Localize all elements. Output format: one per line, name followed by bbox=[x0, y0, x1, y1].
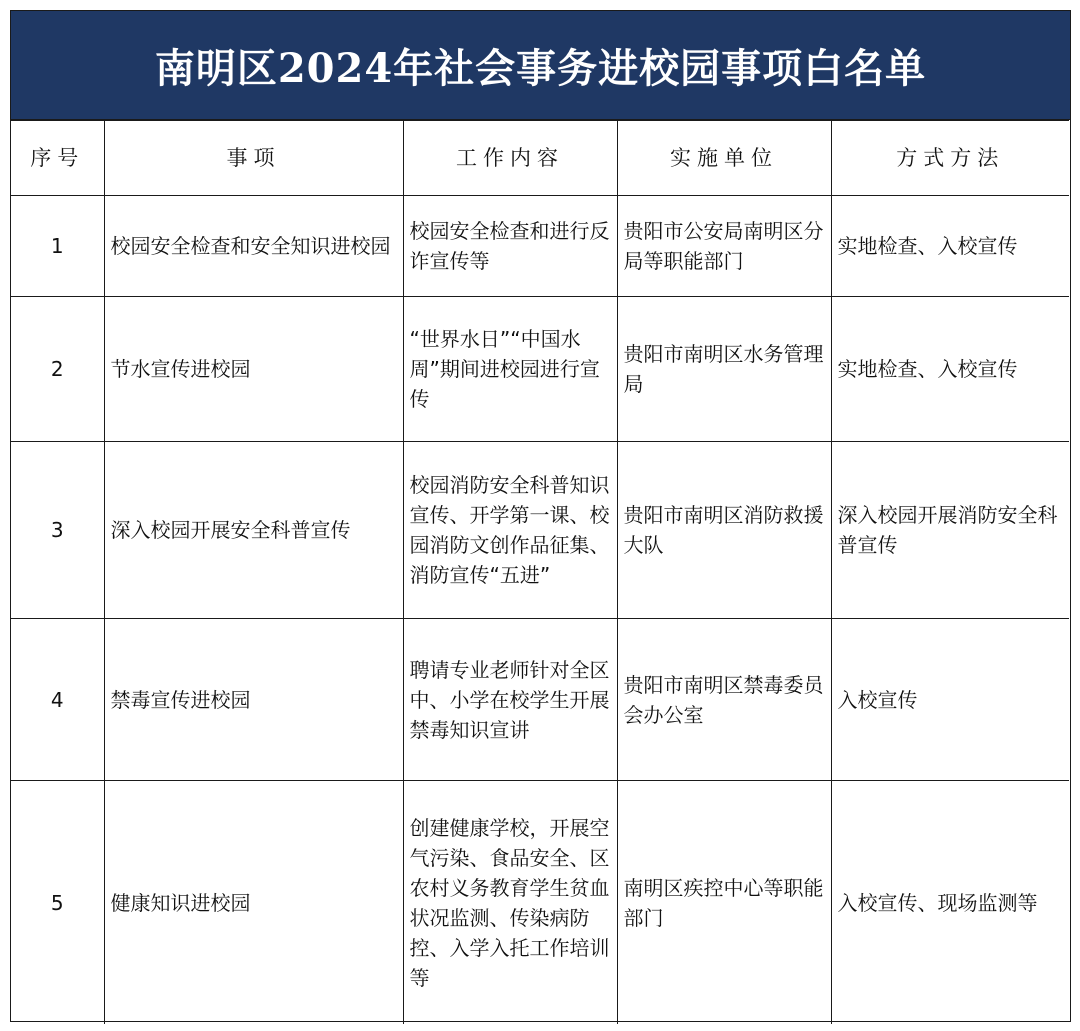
row-number: 5 bbox=[11, 781, 104, 1025]
header-row bbox=[11, 121, 1069, 196]
header-method: 方式方法 bbox=[831, 121, 1069, 196]
content-cell: 创建健康学校，开展空气污染、食品安全、区农村义务教育学生贫血状况监测、传染病防控、入学入托工作培训等 bbox=[403, 781, 617, 1025]
content-cell: 校园消防安全科普知识宣传、开学第一课、校园消防文创作品征集、消防宣传“五进” bbox=[403, 442, 617, 619]
method-cell: 入校宣传 bbox=[831, 619, 1069, 781]
whitelist-sheet bbox=[10, 10, 1071, 1022]
content-cell: “世界水日”“中国水周”期间进校园进行宣传 bbox=[403, 297, 617, 442]
row-number: 2 bbox=[11, 297, 104, 442]
unit-cell: 贵阳市南明区禁毒委员会办公室 bbox=[617, 619, 831, 781]
header-item: 事项 bbox=[104, 121, 403, 196]
method-cell: 实地检查、入校宣传 bbox=[831, 196, 1069, 297]
row-number: 1 bbox=[11, 196, 104, 297]
header-no: 序号 bbox=[11, 121, 104, 196]
method-cell: 深入校园开展消防安全科普宣传 bbox=[831, 442, 1069, 619]
page-title: 南明区2024年社会事务进校园事项白名单 bbox=[11, 11, 1070, 120]
row-number: 3 bbox=[11, 442, 104, 619]
item-cell: 禁毒宣传进校园 bbox=[104, 619, 403, 781]
item-cell: 健康知识进校园 bbox=[104, 781, 403, 1025]
method-cell: 入校宣传、现场监测等 bbox=[831, 781, 1069, 1025]
header-unit: 实施单位 bbox=[617, 121, 831, 196]
method-cell: 实地检查、入校宣传 bbox=[831, 297, 1069, 442]
item-cell: 深入校园开展安全科普宣传 bbox=[104, 442, 403, 619]
table-row bbox=[11, 297, 1069, 442]
unit-cell: 贵阳市南明区水务管理局 bbox=[617, 297, 831, 442]
unit-cell: 贵阳市公安局南明区分局等职能部门 bbox=[617, 196, 831, 297]
unit-cell: 贵阳市南明区消防救援大队 bbox=[617, 442, 831, 619]
content-cell: 聘请专业老师针对全区中、小学在校学生开展禁毒知识宣讲 bbox=[403, 619, 617, 781]
item-cell: 校园安全检查和安全知识进校园 bbox=[104, 196, 403, 297]
row-number: 4 bbox=[11, 619, 104, 781]
item-cell: 节水宣传进校园 bbox=[104, 297, 403, 442]
whitelist-table bbox=[11, 120, 1069, 1024]
table-row bbox=[11, 619, 1069, 781]
unit-cell: 南明区疾控中心等职能部门 bbox=[617, 781, 831, 1025]
header-content: 工作内容 bbox=[403, 121, 617, 196]
table-row bbox=[11, 196, 1069, 297]
table-row bbox=[11, 442, 1069, 619]
content-cell: 校园安全检查和进行反诈宣传等 bbox=[403, 196, 617, 297]
table-row bbox=[11, 781, 1069, 1025]
